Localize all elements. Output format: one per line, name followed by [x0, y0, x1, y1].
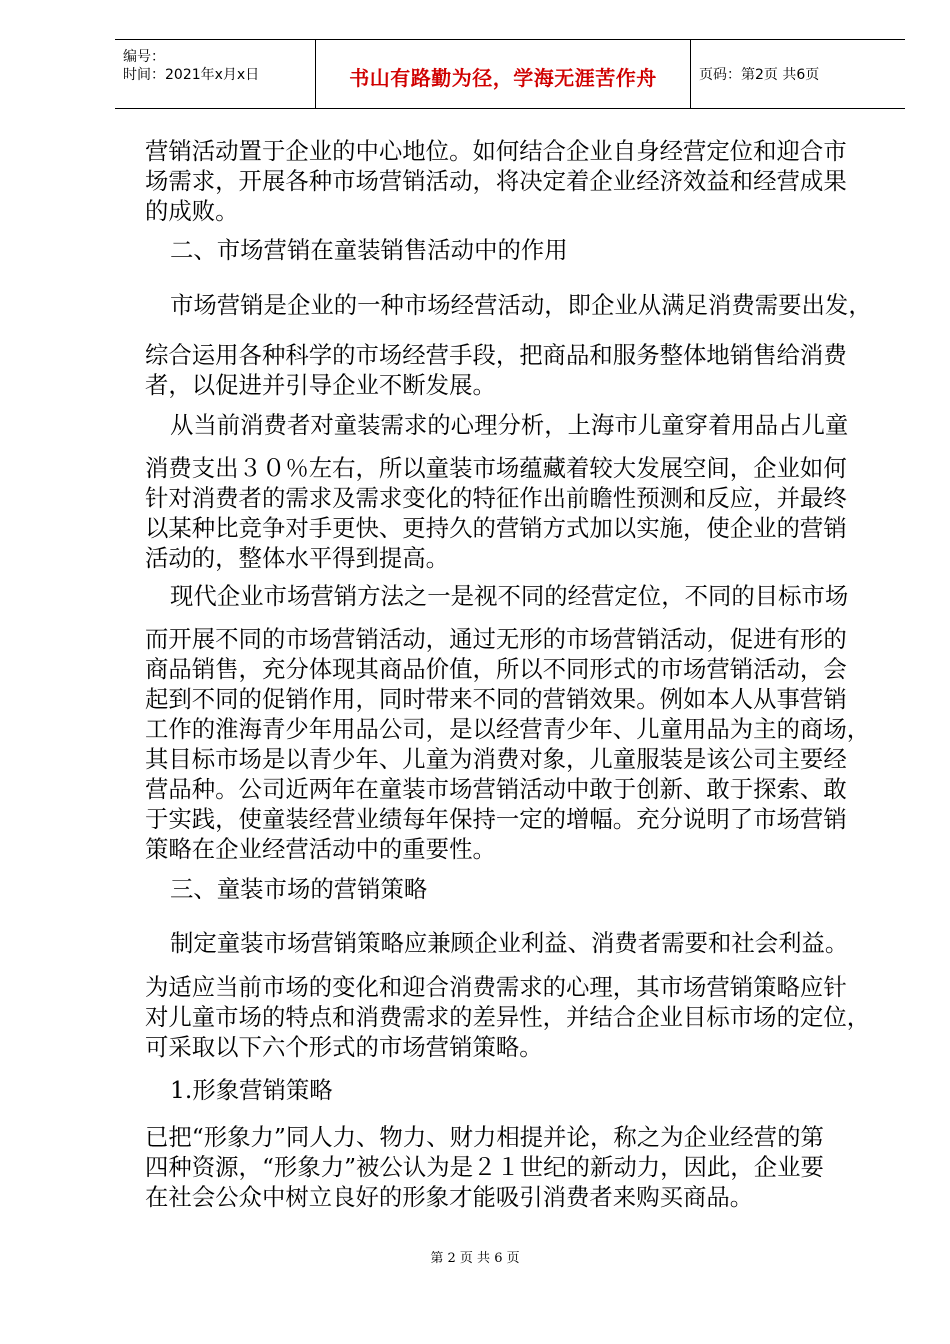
text-line: 从当前消费者对童装需求的心理分析，上海市儿童穿着用品占儿童: [170, 411, 849, 439]
text-line: 工作的淮海青少年用品公司，是以经营青少年、儿童用品为主的商场，: [145, 715, 871, 743]
text-line: 商品销售，充分体现其商品价值，所以不同形式的市场营销活动，会: [145, 655, 847, 683]
text-line: 可采取以下六个形式的市场营销策略。: [145, 1033, 543, 1061]
header-table: [115, 39, 905, 109]
text-line: 消费支出３０％左右，所以童装市场蕴藏着较大发展空间，企业如何: [145, 454, 847, 482]
text-line: 而开展不同的市场营销活动，通过无形的市场营销活动，促进有形的: [145, 625, 847, 653]
text-line: 起到不同的促销作用，同时带来不同的营销效果。例如本人从事营销: [145, 685, 847, 713]
text-line: 者，以促进并引导企业不断发展。: [145, 371, 496, 399]
text-line: 综合运用各种科学的市场经营手段，把商品和服务整体地销售给消费: [145, 341, 847, 369]
header-meta-cell: [115, 40, 316, 108]
text-line: 营品种。公司近两年在童装市场营销活动中敢于创新、敢于探索、敢: [145, 775, 847, 803]
text-line: 场需求，开展各种市场营销活动，将决定着企业经济效益和经营成果: [145, 167, 847, 195]
section-heading: 二、市场营销在童装销售活动中的作用: [170, 236, 568, 264]
text-line: 在社会公众中树立良好的形象才能吸引消费者来购买商品。: [145, 1183, 754, 1211]
text-line: 为适应当前市场的变化和迎合消费需求的心理，其市场营销策略应针: [145, 973, 847, 1001]
text-line: 已把“形象力”同人力、物力、财力相提并论，称之为企业经营的第: [145, 1123, 824, 1151]
subsection-heading: 1.形象营销策略: [170, 1076, 333, 1104]
header-page-info: 页码：第2页 共6页: [699, 67, 820, 83]
text-line: 活动的，整体水平得到提高。: [145, 544, 450, 572]
text-line: 现代企业市场营销方法之一是视不同的经营定位，不同的目标市场: [170, 582, 849, 610]
page-footer: 第 2 页 共 6 页: [430, 1251, 520, 1266]
header-motto-cell: [316, 40, 691, 108]
document-number-label: 编号：: [123, 49, 165, 65]
text-line: 制定童装市场营销策略应兼顾企业利益、消费者需要和社会利益。: [170, 929, 849, 957]
section-heading: 三、童装市场的营销策略: [170, 875, 428, 903]
text-line: 对儿童市场的特点和消费需求的差异性，并结合企业目标市场的定位，: [145, 1003, 871, 1031]
text-line: 营销活动置于企业的中心地位。如何结合企业自身经营定位和迎合市: [145, 137, 847, 165]
text-line: 策略在企业经营活动中的重要性。: [145, 835, 496, 863]
text-line: 市场营销是企业的一种市场经营活动，即企业从满足消费需要出发，: [170, 291, 872, 319]
text-line: 针对消费者的需求及需求变化的特征作出前瞻性预测和反应，并最终: [145, 484, 847, 512]
text-line: 的成败。: [145, 197, 239, 225]
text-line: 四种资源，“形象力”被公认为是２１世纪的新动力，因此，企业要: [145, 1153, 824, 1181]
text-line: 于实践，使童装经营业绩每年保持一定的增幅。充分说明了市场营销: [145, 805, 847, 833]
document-time-label: 时间：2021年x月x日: [123, 67, 260, 83]
text-line: 其目标市场是以青少年、儿童为消费对象，儿童服装是该公司主要经: [145, 745, 847, 773]
text-line: 以某种比竞争对手更快、更持久的营销方式加以实施，使企业的营销: [145, 514, 847, 542]
header-page-cell: [691, 40, 905, 108]
header-motto: 书山有路勤为径，学海无涯苦作舟: [349, 66, 657, 90]
